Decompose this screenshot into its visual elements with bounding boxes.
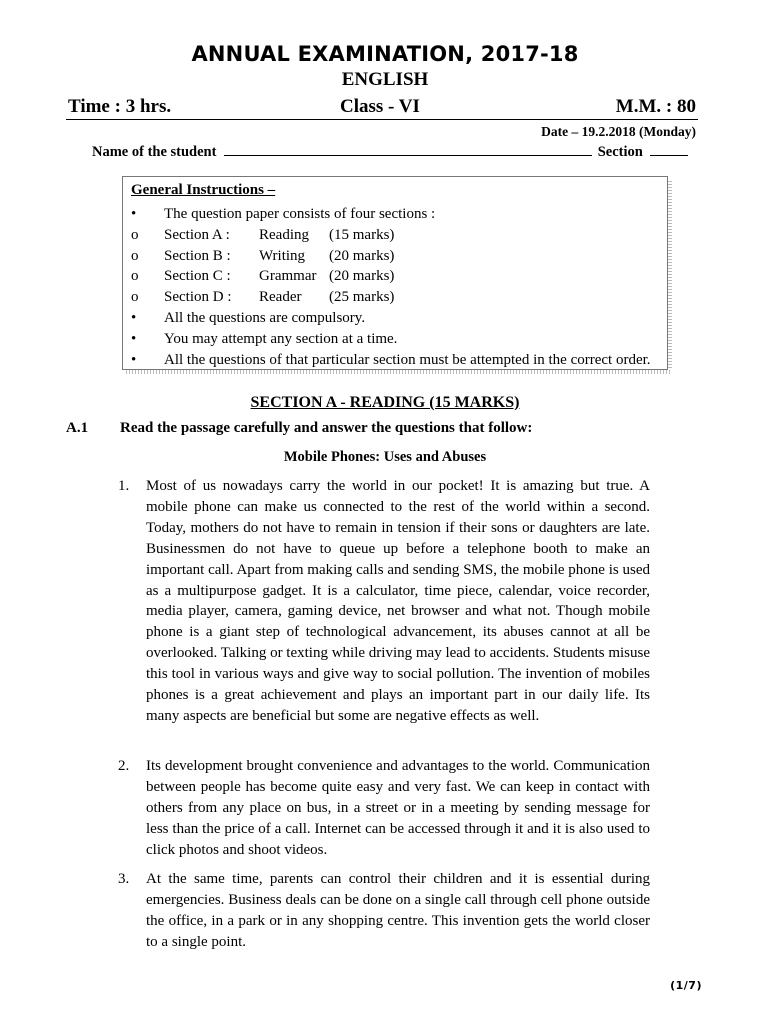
section-list-item bbox=[129, 266, 651, 287]
paragraph-number: 1. bbox=[118, 478, 130, 494]
section-marks: (15 marks) bbox=[329, 226, 395, 243]
instruction-item bbox=[129, 308, 651, 329]
paragraph-text: Most of us nowadays carry the world in our pocket! It is amazing but true. A mobile phone can make us connected to the rest of the world within a second. Today, mothers do not have to remain in tension if their sons or daughters are late. Businessmen do not have to queue up before a telephone booth to make an important call. Apart from making calls and sending SMS, the mobile phone is used as a multipurpose gadget. It is a calculator, time piece, calendar, voice recorder, media player, camera, gaming device, net browser and what not. Though mobile phone is a giant step of technological advancement, its abuses cannot at all be overlooked. Talking or texting while driving may lead to accidents. Students misuse this tool in various ways and give way to social pollution. The invention of mobiles phones is a great achievement and plays an important part in our daily life. Its many aspects are beneficial but some are negative effects as well. bbox=[146, 478, 650, 724]
circle-bullet-icon: o bbox=[131, 226, 139, 243]
instruction-item bbox=[129, 350, 651, 371]
page-number: (1/7) bbox=[670, 979, 702, 992]
bullet-icon: • bbox=[131, 330, 137, 347]
instruction-item bbox=[129, 329, 651, 350]
passage-paragraph bbox=[118, 869, 650, 953]
box-shadow-bottom bbox=[126, 370, 672, 374]
section-name: Section B : bbox=[164, 247, 231, 264]
student-name-blank[interactable] bbox=[224, 143, 592, 156]
section-type: Grammar bbox=[259, 268, 317, 285]
box-shadow-right bbox=[668, 180, 672, 374]
section-type: Reader bbox=[259, 289, 302, 306]
paragraph-text: Its development brought convenience and advantages to the world. Communication between people has become quite easy and very fast. We can keep in contact with others from any place on bus, in a street or in a meeting by sending message for less than the price of a call. Internet can be accessed through it and it is also used to click photos and shoot videos. bbox=[146, 758, 650, 858]
section-label: Section bbox=[597, 144, 643, 160]
circle-bullet-icon: o bbox=[131, 289, 139, 306]
class-label: Class - VI bbox=[340, 96, 420, 117]
student-name-row bbox=[92, 143, 688, 161]
section-type: Reading bbox=[259, 226, 309, 243]
paragraph-number: 2. bbox=[118, 758, 130, 774]
section-name: Section C : bbox=[164, 268, 231, 285]
bullet-icon: • bbox=[131, 206, 137, 222]
passage-paragraph bbox=[118, 476, 650, 727]
section-list-item bbox=[129, 225, 651, 246]
instructions-heading: General Instructions – bbox=[131, 182, 276, 198]
section-type: Writing bbox=[259, 247, 306, 264]
instruction-text: All the questions of that particular section must be attempted in the correct order. bbox=[164, 351, 651, 368]
section-marks: (20 marks) bbox=[329, 247, 395, 264]
time-label: Time : 3 hrs. bbox=[68, 96, 172, 117]
circle-bullet-icon: o bbox=[131, 247, 139, 264]
section-a-heading: SECTION A - READING (15 MARKS) bbox=[250, 394, 520, 411]
section-name: Section A : bbox=[164, 226, 230, 243]
instruction-text: You may attempt any section at a time. bbox=[164, 330, 398, 347]
instruction-item bbox=[129, 204, 651, 225]
instruction-text: The question paper consists of four sections : bbox=[164, 206, 436, 222]
question-text: Read the passage carefully and answer the questions that follow: bbox=[120, 420, 533, 436]
bullet-icon: • bbox=[131, 309, 137, 326]
instructions-list bbox=[129, 204, 651, 370]
passage-paragraph bbox=[118, 756, 650, 861]
max-marks-label: M.M. : 80 bbox=[615, 96, 696, 117]
name-label: Name of the student bbox=[92, 144, 217, 160]
section-list-item bbox=[129, 287, 651, 308]
header-divider bbox=[66, 119, 698, 120]
section-name: Section D : bbox=[164, 289, 232, 306]
circle-bullet-icon: o bbox=[131, 268, 139, 285]
section-blank[interactable] bbox=[650, 143, 688, 156]
paragraph-text: At the same time, parents can control their children and it is essential during emergencies. Business deals can be done on a single call through cell phone outside the office, in a park or in any shopping centre. This invention gets the world closer to a single point. bbox=[146, 871, 650, 950]
passage-title: Mobile Phones: Uses and Abuses bbox=[283, 449, 487, 465]
general-instructions-box bbox=[122, 176, 668, 370]
subject-title: ENGLISH bbox=[341, 69, 429, 90]
paragraph-number: 3. bbox=[118, 871, 130, 887]
exam-date: Date – 19.2.2018 (Monday) bbox=[541, 124, 696, 139]
instruction-text: All the questions are compulsory. bbox=[164, 309, 366, 326]
section-marks: (25 marks) bbox=[329, 289, 395, 306]
question-number: A.1 bbox=[66, 420, 89, 436]
section-list-item bbox=[129, 246, 651, 267]
section-marks: (20 marks) bbox=[329, 268, 395, 285]
exam-title: ANNUAL EXAMINATION, 2017-18 bbox=[191, 42, 579, 66]
bullet-icon: • bbox=[131, 351, 137, 368]
